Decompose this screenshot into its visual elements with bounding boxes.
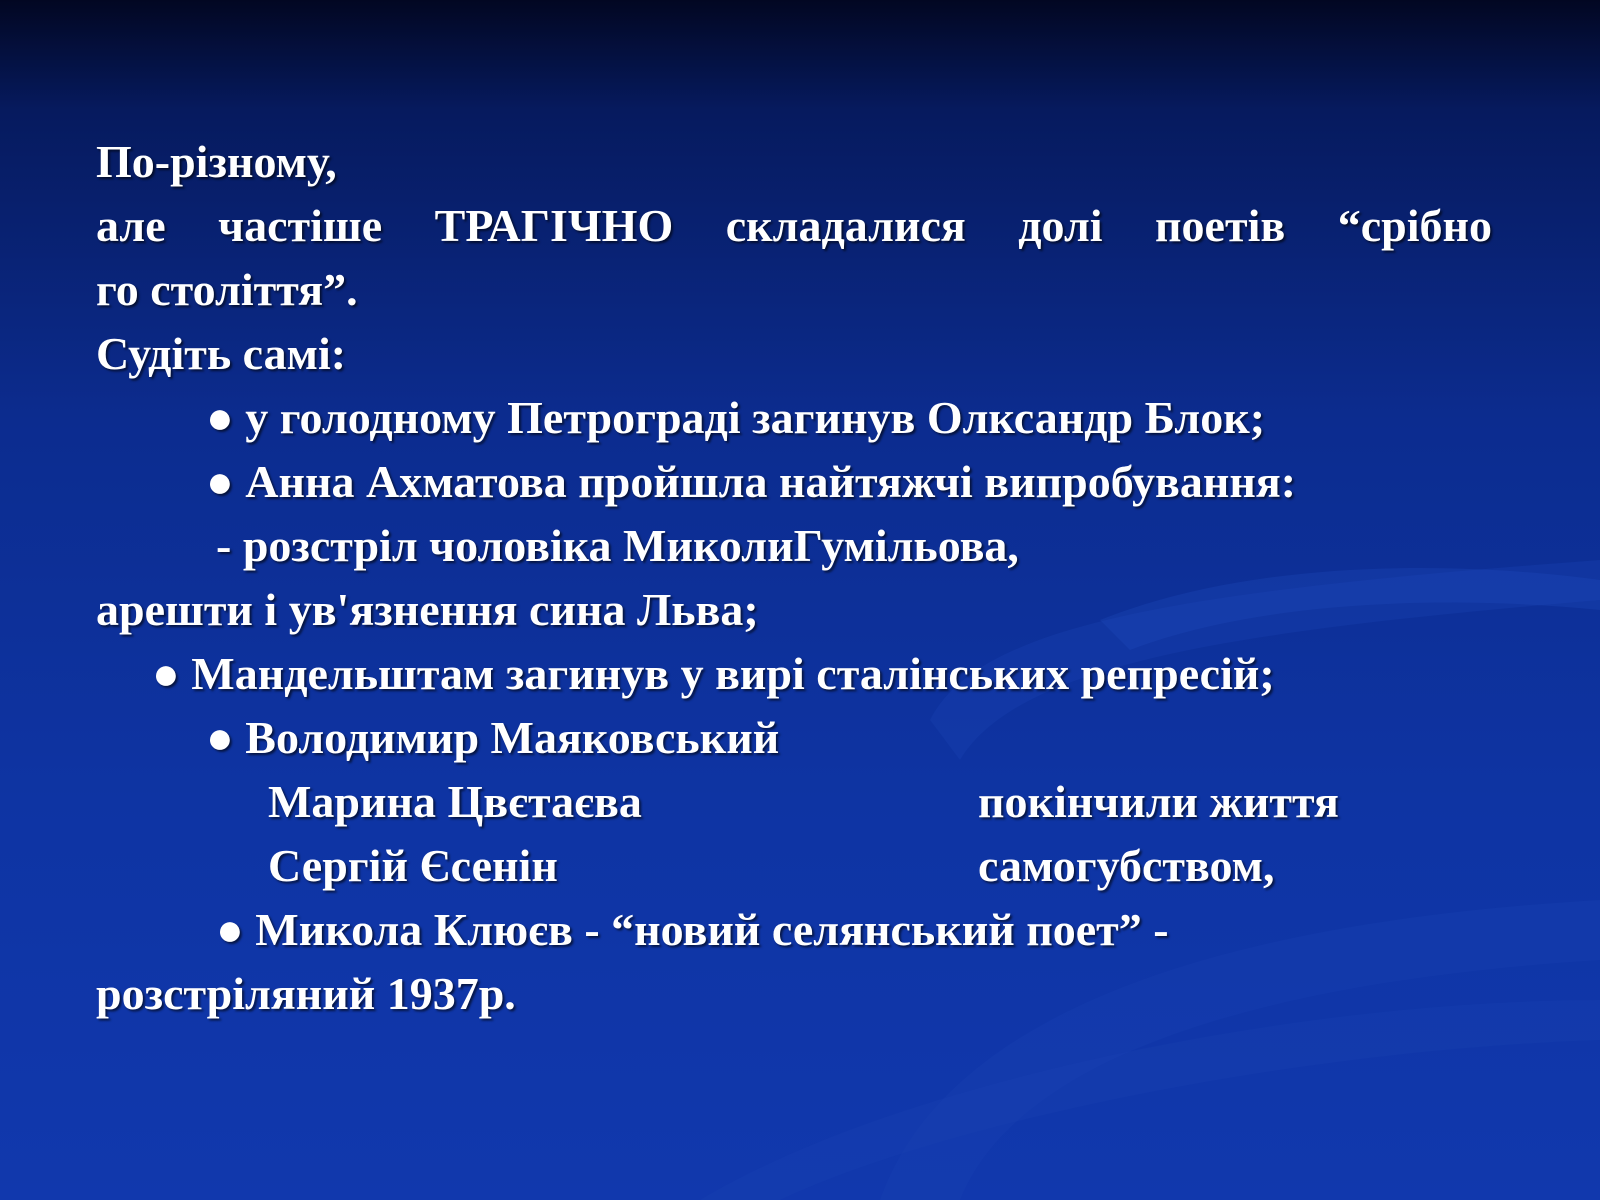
text-line-11-left: Марина Цвєтаєва bbox=[268, 776, 642, 827]
line-2-word: долі bbox=[1018, 200, 1103, 251]
text-line-13: ● Микола Клюєв - “новий селянський поет” - bbox=[216, 904, 1169, 955]
text-line-2 bbox=[96, 194, 1492, 258]
line-2-word: частіше bbox=[218, 200, 383, 251]
text-line-6: ● Анна Ахматова пройшла найтяжчі випробування: bbox=[206, 456, 1297, 507]
text-line-5: ● у голодному Петрограді загинув Олксандр Блок; bbox=[206, 392, 1266, 443]
text-line-7: - розстріл чоловіка МиколиГумільова, bbox=[216, 520, 1019, 571]
text-line-10: ● Володимир Маяковський bbox=[206, 712, 780, 763]
text-line-12-left: Сергій Єсенін bbox=[268, 840, 558, 891]
text-line-1: По-різному, bbox=[96, 136, 337, 187]
line-2-word: поетів bbox=[1155, 200, 1286, 251]
text-line-3: го століття”. bbox=[96, 264, 358, 315]
text-line-11-right: покінчили життя bbox=[978, 776, 1339, 827]
text-line-8: арешти і ув'язнення сина Льва; bbox=[96, 584, 759, 635]
line-2-word: але bbox=[96, 200, 166, 251]
text-line-14: розстріляний 1937р. bbox=[96, 968, 516, 1019]
line-2-word: ТРАГІЧНО bbox=[434, 200, 674, 251]
text-line-4: Судіть самі: bbox=[96, 328, 347, 379]
line-2-word: “срібно bbox=[1337, 200, 1492, 251]
line-2-word: складалися bbox=[725, 200, 966, 251]
text-line-9: ● Мандельштам загинув у вирі сталінських репресій; bbox=[152, 648, 1275, 699]
text-line-12-right: самогубством, bbox=[978, 840, 1275, 891]
